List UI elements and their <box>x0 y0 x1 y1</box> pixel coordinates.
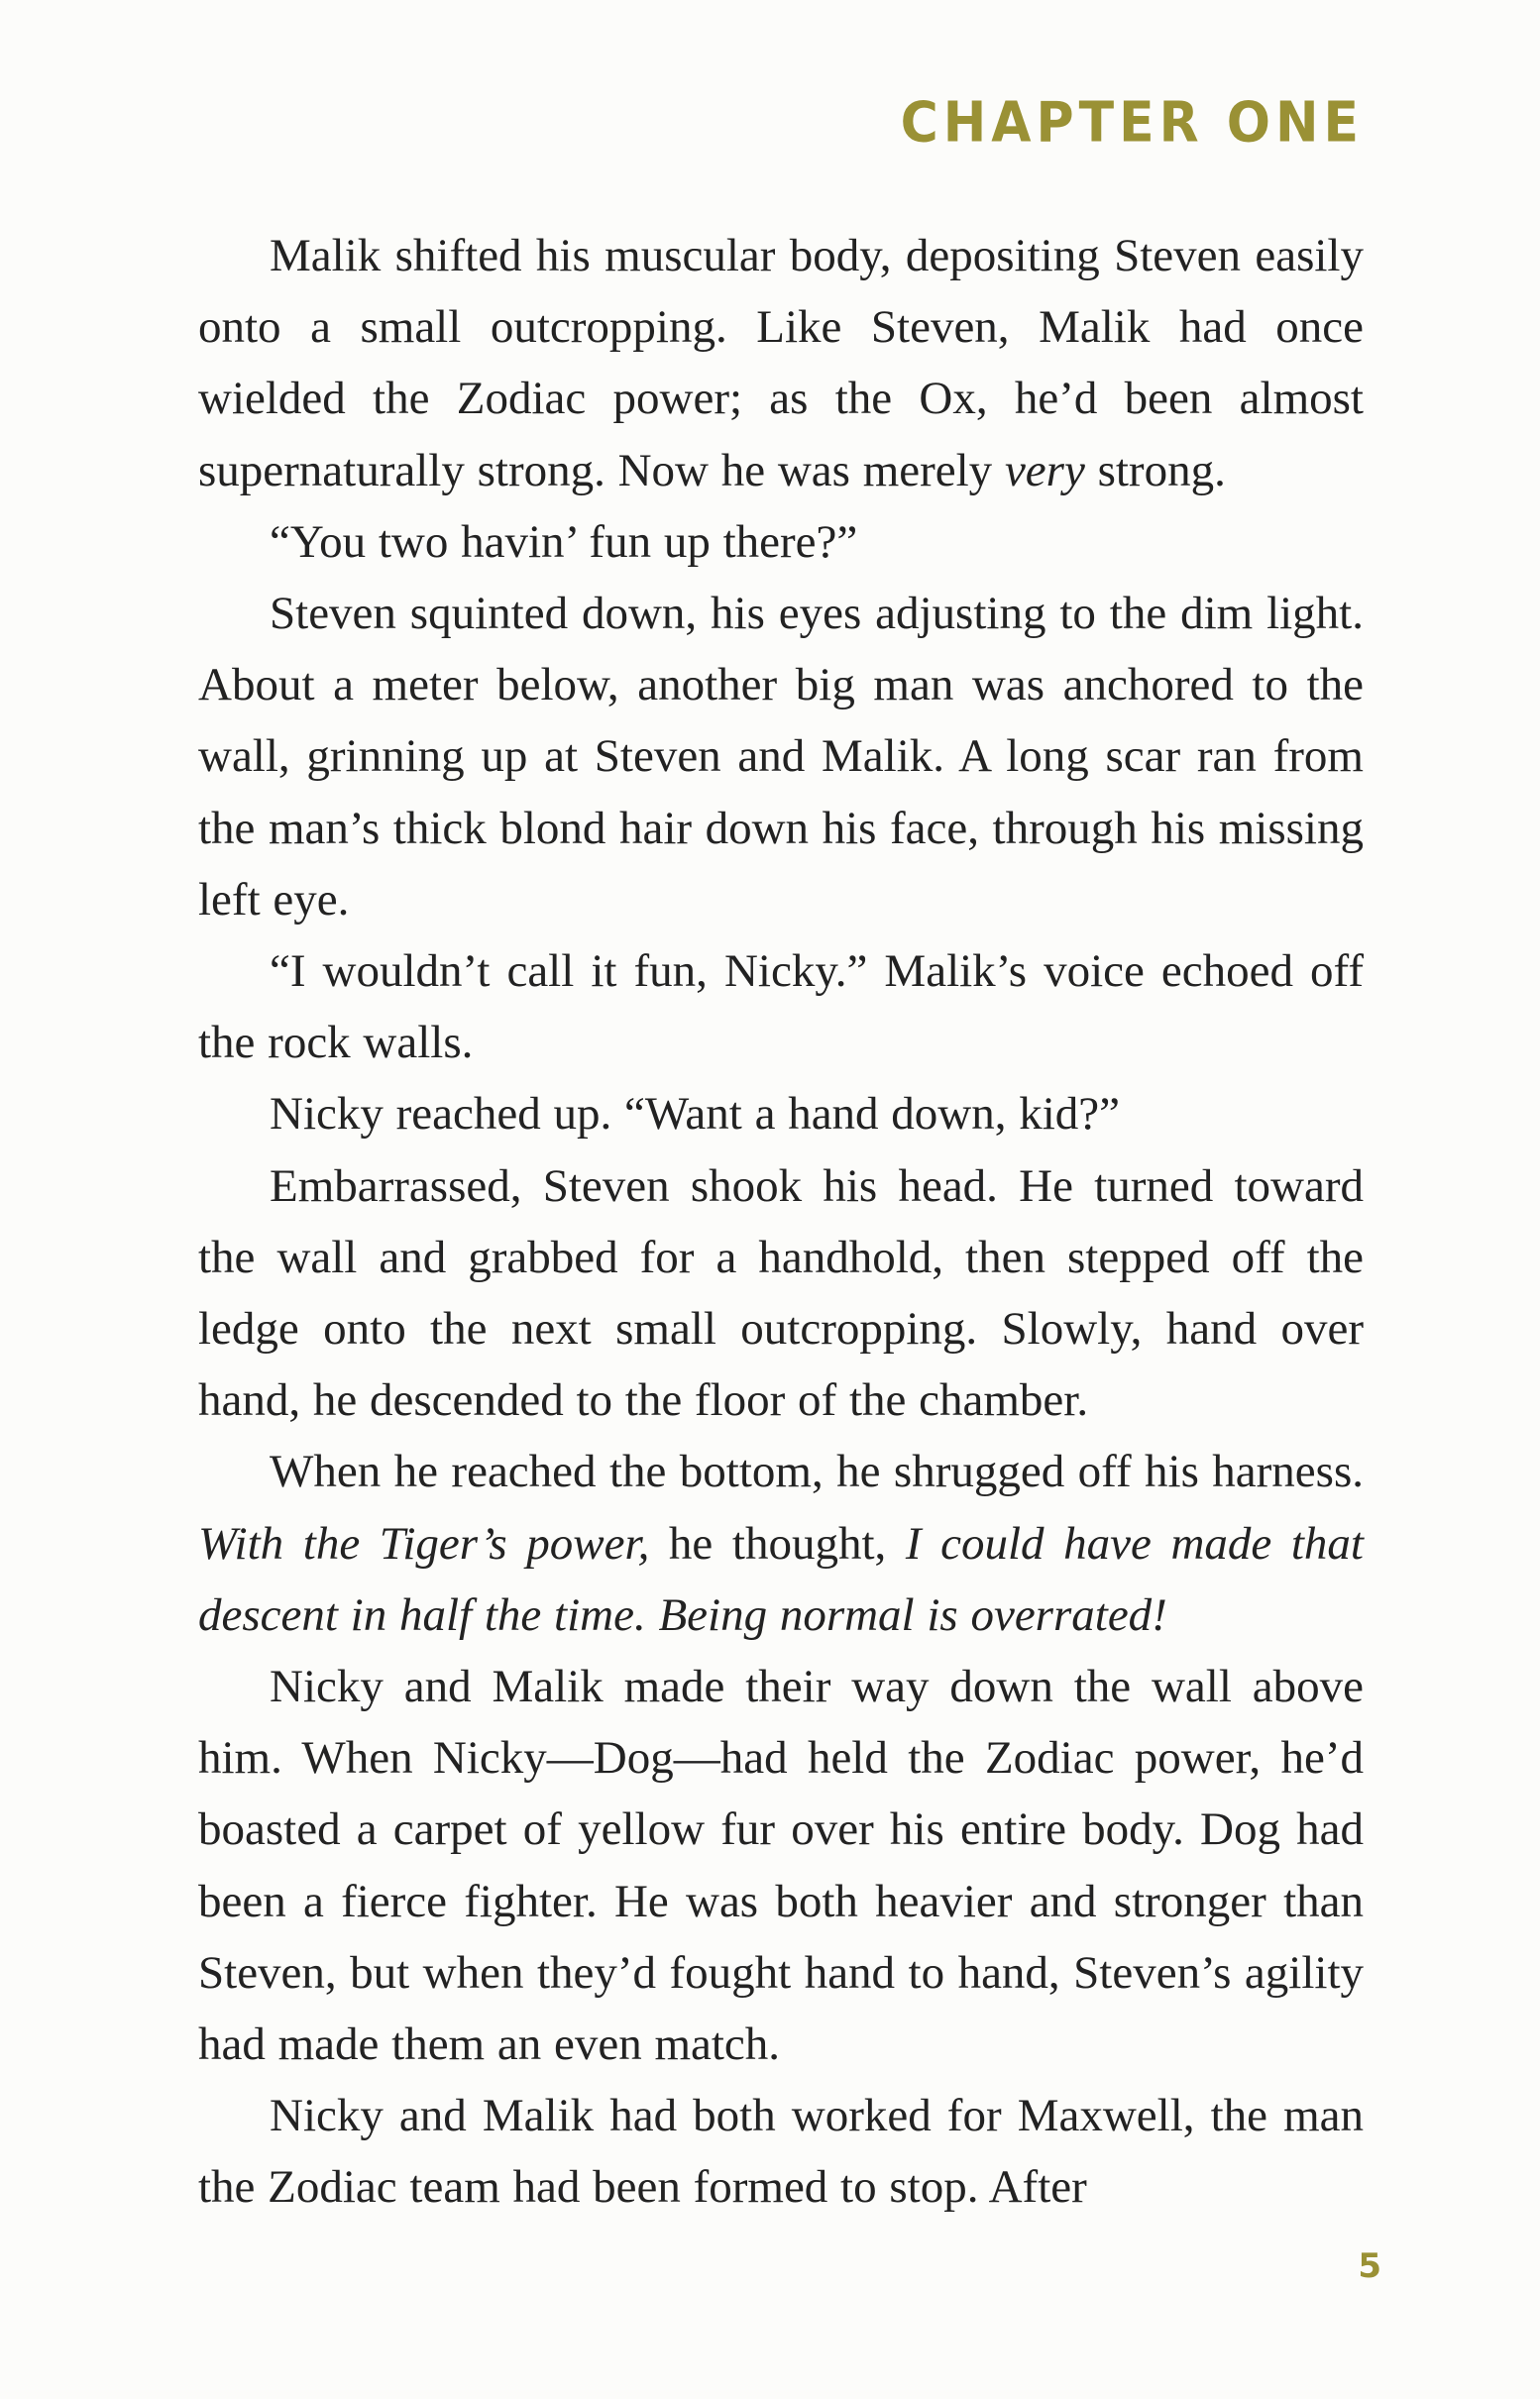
text-run: “I wouldn’t call it fun, Nicky.” Malik’s voice echoed off the rock walls. <box>198 945 1364 1069</box>
paragraph <box>198 506 1364 578</box>
paragraph <box>198 578 1364 935</box>
running-head: CHAPTER ONE <box>900 90 1364 156</box>
paragraph <box>198 1150 1364 1437</box>
italic-text: very <box>1004 444 1085 496</box>
text-run: When he reached the bottom, he shrugged off his harness. <box>270 1446 1364 1498</box>
paragraph <box>198 220 1364 506</box>
text-run: Nicky and Malik had both worked for Maxwell, the man the Zodiac team had been formed to stop. After <box>198 2090 1364 2214</box>
text-run: “You two havin’ fun up there?” <box>270 515 858 568</box>
text-run: Nicky and Malik made their way down the wall above him. When Nicky—Dog—had held the Zodiac power, he’d boasted a carpet of yellow fur over his entire body. Dog had been a fierce fighter. He was both heavier and stronger than Steven, but when they’d fought hand to hand, Steven’s agility had made them an even match. <box>198 1661 1364 2071</box>
text-run: Embarrassed, Steven shook his head. He turned toward the wall and grabbed for a handhold, then stepped off the ledge onto the next small outcropping. Slowly, hand over hand, he descended to the floor of the chamber. <box>198 1159 1364 1427</box>
italic-text: With the Tiger’s power, <box>198 1517 650 1570</box>
text-run: Malik shifted his muscular body, depositing Steven easily onto a small outcropping. Like Steven, Malik had once wielded the Zodiac power; as the Ox, he’d been almost supernaturally strong. Now he was merely <box>198 230 1364 496</box>
paragraph <box>198 935 1364 1078</box>
paragraph <box>198 1651 1364 2080</box>
text-run: Steven squinted down, his eyes adjusting to the dim light. About a meter below, another big man was anchored to the wall, grinning up at Steven and Malik. A long scar ran from the man’s thick blond hair down his face, through his missing left eye. <box>198 588 1364 926</box>
body-text <box>198 220 1364 2224</box>
italic-text: I could have made that descent in half the time. Being normal is overrated! <box>198 1517 1364 1641</box>
text-run: strong. <box>1084 444 1226 496</box>
text-run: Nicky reached up. “Want a hand down, kid?” <box>270 1088 1121 1141</box>
paragraph <box>198 2080 1364 2223</box>
paragraph <box>198 1436 1364 1651</box>
text-run: he thought, <box>649 1517 906 1570</box>
paragraph <box>198 1078 1364 1149</box>
page-number: 5 <box>1358 2246 1381 2286</box>
